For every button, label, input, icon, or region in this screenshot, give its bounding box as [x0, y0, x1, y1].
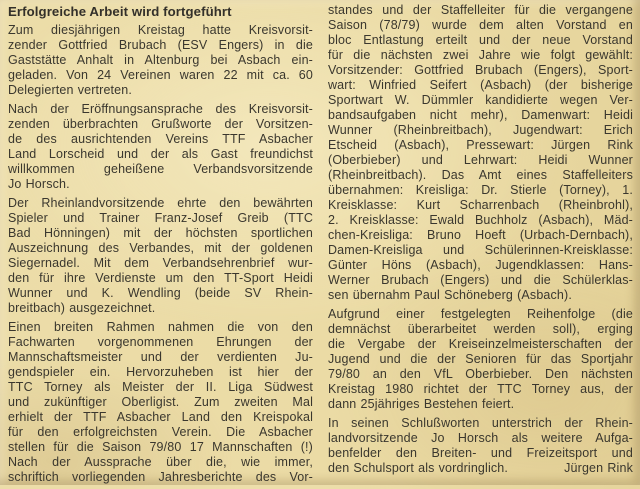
text-line: für die nächsten zwei Jahre wie folgt gewählt:	[328, 48, 633, 62]
paragraph	[8, 102, 313, 192]
text-line: Vorsitzender: Gottfried Brubach (Engers), Sport-	[328, 63, 633, 77]
text-line: Der Rheinlandvorsitzende ehrte den bewährten	[8, 196, 313, 210]
text-line: Delegierten vertreten.	[8, 83, 133, 97]
text-line: erhielt der TTF Asbacher Land den Kreispokal	[8, 410, 313, 424]
paragraph	[8, 23, 313, 98]
text-line: de des ausrichtenden Vereins TTF Asbacher	[8, 132, 313, 146]
paragraph	[328, 3, 633, 303]
text-line: Jo Horsch.	[8, 177, 70, 191]
text-line: zender Gottfried Brubach (ESV Engers) in die	[8, 38, 313, 52]
text-line: 2. Kreisklasse: Ewald Buchholz (Asbach), Mäd-	[328, 213, 633, 227]
text-line: übernahmen: Kreisliga: Dr. Stierle (Torney), 1.	[328, 183, 633, 197]
text-line: Auszeichnung des Verbandes, mit der goldenen	[8, 241, 313, 255]
text-line: 79/80 an den VfL Oberbieber. Den nächsten	[328, 367, 633, 381]
text-line: Nach der Aussprache über die, wie immer,	[8, 455, 313, 469]
text-line: (Rheinbreitbach). Das Amt eines Staffelleiters	[328, 168, 633, 182]
text-line: Land Lorscheid und der als Gast freundichst	[8, 147, 313, 161]
text-line: Spieler und Trainer Franz-Josef Greib (TTC	[8, 211, 313, 225]
closing-text: den Schulsport als vordringlich.	[328, 461, 508, 475]
text-line: benfelder den Breiten- und Freizeitsport und	[328, 446, 633, 460]
text-line: Kreisklasse: Kurt Scharrenbach (Rheinbrohl),	[328, 198, 633, 212]
text-line: geladen. Von 24 Vereinen waren 22 mit ca. 60	[8, 68, 313, 82]
text-line: für den erfolgreichsten Verein. Die Asbacher	[8, 425, 313, 439]
text-line: Saison (78/79) wurde dem alten Vorstand en	[328, 18, 633, 32]
text-line: sen übernahm Paul Schöneberg (Asbach).	[328, 288, 572, 302]
text-line: Mannschaftsmeister und der verdienten Ju-	[8, 350, 313, 364]
text-line: landvorsitzende Jo Horsch als weitere Aufga-	[328, 431, 633, 445]
text-line: stellen für die Saison 79/80 17 Mannschaften (!)	[8, 440, 313, 454]
text-line: Zum diesjährigen Kreistag hatte Kreisvorsit-	[8, 23, 313, 37]
text-line: die Vergabe der Kreiseinzelmeisterschaften der	[328, 337, 633, 351]
text-line: breitbach) ausgezeichnet.	[8, 301, 156, 315]
text-line: schriftich vorliegenden Jahresberichte des Vor-	[8, 470, 313, 484]
text-line: demnächst überarbeitet werden soll), erging	[328, 322, 633, 336]
paragraph	[328, 307, 633, 412]
text-line: Werner Brubach (Engers) und die Schülerklas-	[328, 273, 633, 287]
text-line: chen-Kreisliga: Bruno Hoeft (Urbach-Dernbach),	[328, 228, 633, 242]
text-line: Wunner und K. Wendling (beide SV Rhein-	[8, 286, 313, 300]
text-line: Nach der Eröffnungsansprache des Kreisvorsit-	[8, 102, 313, 116]
right-column-text	[328, 3, 633, 476]
paragraph	[8, 320, 313, 485]
text-line: Wunner (Rheinbreitbach), Jugendwart: Erich	[328, 123, 633, 137]
text-line: willkommen geheißene Verbandsvorsitzende	[8, 162, 313, 176]
text-line: dann 25jähriges Bestehen feiert.	[328, 397, 515, 411]
text-line: Kreistag 1980 richtet der TTC Torney aus, der	[328, 382, 633, 396]
left-column	[8, 3, 313, 489]
text-line: Aufgrund einer festgelegten Reihenfolge (die	[328, 307, 633, 321]
right-column	[328, 3, 633, 489]
text-line: bloc Entlastung erteilt und der neue Vorstand	[328, 33, 633, 47]
text-line: Gaststätte Anhalt in Altenburg bei Asbach ein-	[8, 53, 313, 67]
text-line: Fachwarten vorgenommenen Ehrungen der	[8, 335, 313, 349]
text-line: Jugend und die der Senioren für das Sportjahr	[328, 352, 633, 366]
text-line: Bad Hönningen) mit der höchsten sportlichen	[8, 226, 313, 240]
text-line: Siegernadel. Mit dem Verbandsehrenbrief wur-	[8, 256, 313, 270]
text-line: Einen breiten Rahmen nahmen die von den	[8, 320, 313, 334]
text-line: und zukünftiger Oberligist. Zum zweiten Mal	[8, 395, 313, 409]
text-line: (Oberbieber) und Lehrwart: Heidi Wunner	[328, 153, 633, 167]
text-line: In seinen Schlußworten unterstrich der Rhein-	[328, 416, 633, 430]
left-column-text	[8, 23, 313, 485]
text-line: Damen-Kreisliga und Schülerinnen-Kreisklasse:	[328, 243, 633, 257]
paragraph	[8, 196, 313, 316]
text-line: bandsaufgaben nicht mehr), Damenwart: Heidi	[328, 108, 633, 122]
closing-line	[328, 461, 633, 476]
text-line: Etscheid (Asbach), Pressewart: Jürgen Rink	[328, 138, 633, 152]
text-line: gendspieler ein. Hervorzuheben ist hier der	[8, 365, 313, 379]
paragraph	[328, 416, 633, 476]
author-signature: Jürgen Rink	[564, 461, 633, 475]
text-line: Günter Höns (Asbach), Jugendklassen: Hans-	[328, 258, 633, 272]
article-title: Erfolgreiche Arbeit wird fortgeführt	[8, 4, 232, 19]
text-line: wart: Winfried Seifert (Asbach) (der bisherige	[328, 78, 633, 92]
text-line: standes und der Staffelleiter für die vergangene	[328, 3, 633, 17]
text-line: den für ihre Verdienste um den TT-Sport Heidi	[8, 271, 313, 285]
text-line: TTC Torney als Meister der II. Liga Südwest	[8, 380, 313, 394]
text-line: zenden überbrachten Grußworte der Vorsitzen-	[8, 117, 313, 131]
text-line: Sportwart W. Dümmler kandidierte wegen Ver-	[328, 93, 633, 107]
